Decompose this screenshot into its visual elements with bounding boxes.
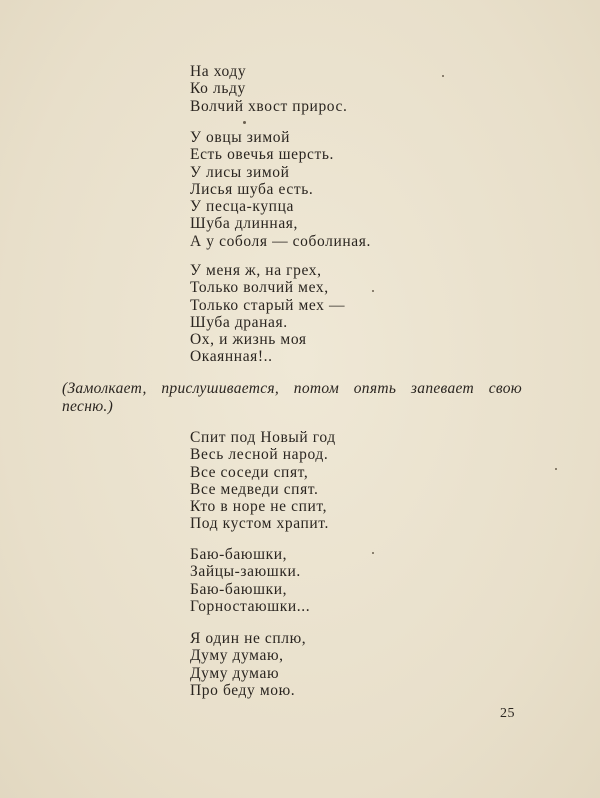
verse-line: Шуба длинная, bbox=[190, 215, 299, 233]
verse-line: Про беду мою. bbox=[190, 681, 296, 699]
verse-line: Все соседи спят, bbox=[190, 463, 309, 481]
verse-line: На ходу bbox=[190, 63, 247, 80]
verse-line: Думу думаю, bbox=[190, 647, 284, 665]
verse-line: А у соболя — соболиная. bbox=[190, 232, 371, 250]
verse-line: Баю-баюшки, bbox=[190, 580, 288, 598]
verse-line: У лисы зимой bbox=[190, 163, 290, 181]
verse-line: Баю-баюшки, bbox=[190, 546, 288, 563]
stanza-4 bbox=[190, 429, 336, 533]
page-number: 25 bbox=[500, 706, 515, 721]
verse-line: Думу думаю bbox=[190, 664, 280, 682]
verse-line: Горностаюшки... bbox=[190, 597, 311, 615]
verse-line: У песца-купца bbox=[190, 198, 294, 216]
verse-line: Зайцы-заюшки. bbox=[190, 563, 301, 581]
verse-line: Спит под Новый год bbox=[190, 429, 336, 446]
verse-line: Все медведи спят. bbox=[190, 480, 319, 498]
stanza-2 bbox=[190, 129, 371, 250]
print-speck bbox=[372, 552, 374, 554]
verse-line: Я один не сплю, bbox=[190, 630, 307, 647]
stanza-5 bbox=[190, 546, 310, 615]
verse-line: У меня ж, на грех, bbox=[190, 262, 322, 279]
verse-line: Только старый мех — bbox=[190, 296, 346, 314]
verse-line: У овцы зимой bbox=[190, 129, 290, 146]
print-speck bbox=[442, 75, 444, 77]
verse-line: Под кустом храпит. bbox=[190, 515, 329, 533]
print-speck bbox=[555, 468, 557, 470]
stanza-1 bbox=[190, 63, 348, 115]
verse-line: Весь лесной народ. bbox=[190, 446, 329, 464]
print-speck bbox=[372, 290, 374, 292]
verse-line: Шуба драная. bbox=[190, 313, 288, 331]
stanza-3 bbox=[190, 262, 345, 366]
verse-line: Только волчий мех, bbox=[190, 279, 329, 297]
verse-line: Окаянная!.. bbox=[190, 348, 273, 366]
stage-direction: (Замолкает, прислушивается, потом опять запевает свою песню.) bbox=[62, 380, 522, 415]
verse-line: Лисья шуба есть. bbox=[190, 180, 314, 198]
print-speck bbox=[243, 121, 246, 124]
verse-line: Есть овечья шерсть. bbox=[190, 146, 334, 164]
verse-line: Ко льду bbox=[190, 80, 246, 98]
verse-line: Волчий хвост прирос. bbox=[190, 97, 348, 115]
stanza-6 bbox=[190, 630, 306, 699]
verse-line: Ох, и жизнь моя bbox=[190, 331, 307, 349]
verse-line: Кто в норе не спит, bbox=[190, 498, 328, 516]
